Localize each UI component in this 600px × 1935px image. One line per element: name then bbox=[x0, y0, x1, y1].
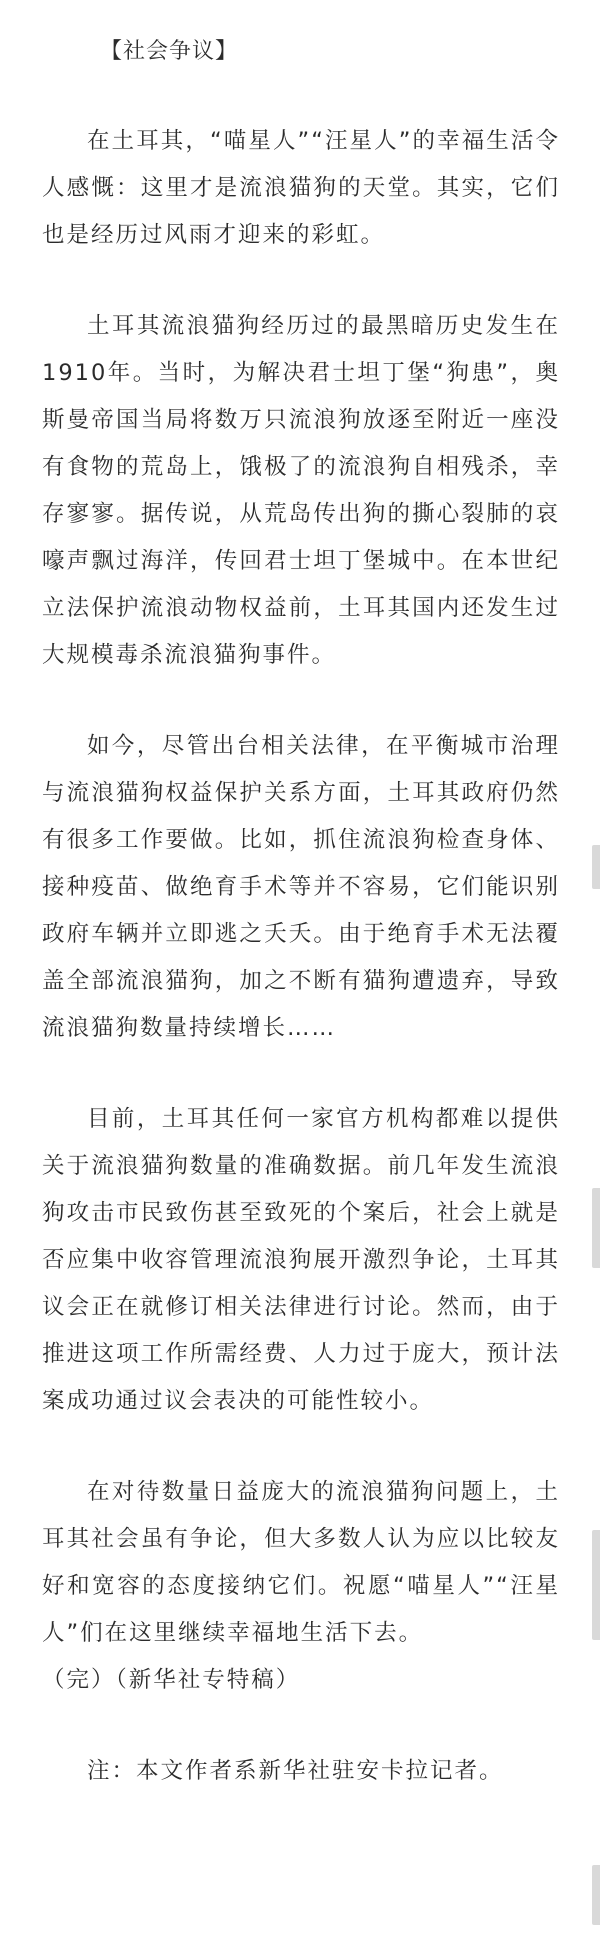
paragraph-current-challenges: 如今，尽管出台相关法律，在平衡城市治理与流浪猫狗权益保护关系方面，土耳其政府仍然有很多工作要做。比如，抓住流浪狗检查身体、接种疫苗、做绝育手术等并不容易，它们能识别政府车辆并立即逃之夭夭。由于绝育手术无法覆盖全部流浪猫狗，加之不断有猫狗遭遗弃，导致流浪猫狗数量持续增长…… bbox=[42, 733, 560, 1041]
paragraph-history-intro: 在土耳其，“喵星人”“汪星人”的幸福生活令人感慨：这里才是流浪猫狗的天堂。其实，它们也是经历过风雨才迎来的彩虹。 bbox=[42, 128, 560, 248]
scroll-marker bbox=[592, 845, 600, 889]
paragraph-conclusion: 在对待数量日益庞大的流浪猫狗问题上，土耳其社会虽有争论，但大多数人认为应以比较友好和宽容的态度接纳它们。祝愿“喵星人”“汪星人”们在这里继续幸福地生活下去。 bbox=[42, 1479, 560, 1646]
scroll-marker bbox=[592, 1188, 600, 1268]
article-credit: （完）（新华社专特稿） bbox=[42, 1667, 301, 1693]
scroll-marker bbox=[592, 1530, 600, 1640]
section-title: 【社会争议】 bbox=[100, 39, 239, 64]
paragraph-dark-history: 土耳其流浪猫狗经历过的最黑暗历史发生在1910年。当时，为解决君士坦丁堡“狗患”，奥斯曼帝国当局将数万只流浪狗放逐至附近一座没有食物的荒岛上，饿极了的流浪狗自相残杀，幸存寥寥。据传说，从荒岛传出狗的撕心裂肺的哀嚎声飘过海洋，传回君士坦丁堡城中。在本世纪立法保护流浪动物权益前，土耳其国内还发生过大规模毒杀流浪猫狗事件。 bbox=[42, 313, 560, 668]
scroll-marker bbox=[592, 1865, 600, 1925]
paragraph-population-debate: 目前，土耳其任何一家官方机构都难以提供关于流浪猫狗数量的准确数据。前几年发生流浪狗攻击市民致伤甚至致死的个案后，社会上就是否应集中收容管理流浪狗展开激烈争论，土耳其议会正在就修订相关法律进行讨论。然而，由于推进这项工作所需经费、人力过于庞大，预计法案成功通过议会表决的可能性较小。 bbox=[42, 1106, 560, 1414]
article-body bbox=[42, 30, 560, 1795]
author-note: 注：本文作者系新华社驻安卡拉记者。 bbox=[87, 1758, 504, 1784]
